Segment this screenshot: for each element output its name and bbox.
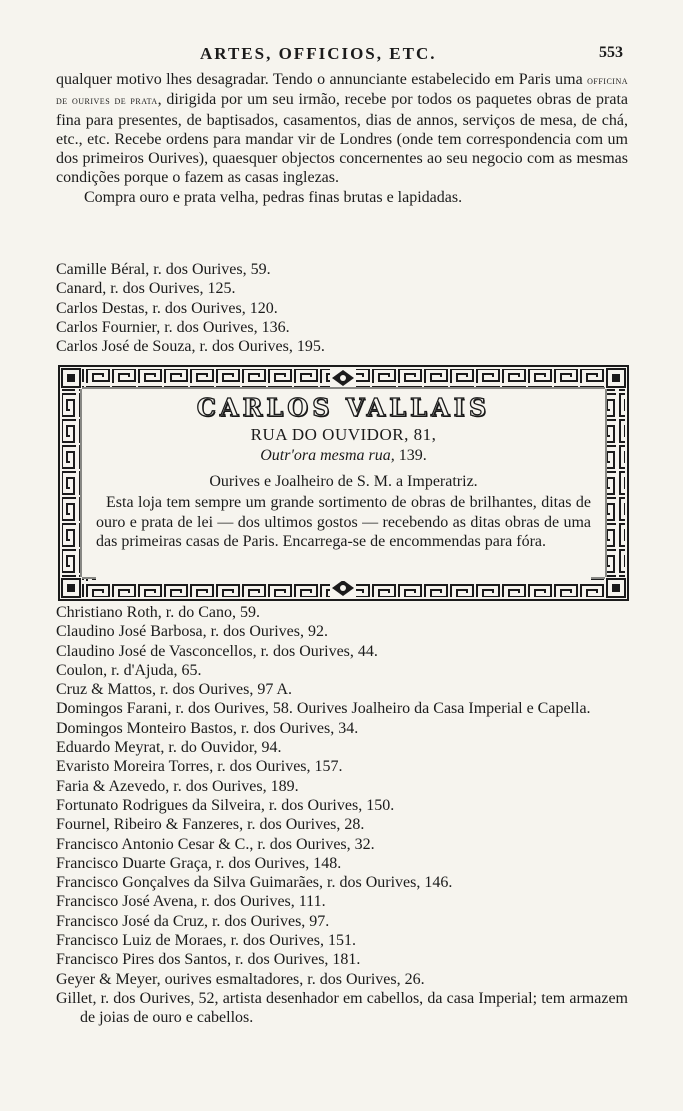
list-item: Carlos Destas, r. dos Ourives, 120. xyxy=(56,299,278,317)
list-item: Carlos José de Souza, r. dos Ourives, 195. xyxy=(56,338,325,356)
running-title: ARTES, OFFICIOS, ETC. xyxy=(200,44,437,63)
purchase-line: Compra ouro e prata velha, pedras finas brutas e lapidadas. xyxy=(84,188,463,206)
advertiser-role: Ourives e Joalheiro de S. M. a Imperatriz. xyxy=(209,473,478,490)
list-item: Francisco Gonçalves da Silva Guimarães, r. dos Ourives, 146. xyxy=(56,874,453,892)
intro-text xyxy=(56,70,628,207)
entries-list-b xyxy=(56,603,628,1028)
list-item: Evaristo Moreira Torres, r. dos Ourives, 157. xyxy=(56,758,343,776)
entries-list-a xyxy=(56,260,628,356)
list-item: Fournel, Ribeiro & Fanzeres, r. dos Ourives, 28. xyxy=(56,816,365,834)
intro-part-2: , dirigida por um seu irmão, recebe por todos os paquetes obras de prata fina para presentes, de baptisados, casamentos, dias de annos, serviços de mesa, de chá, etc., etc. Recebe ordens para mandar vir de Londres (onde tem correspondencia com um dos primeiros Ourives), quaesquer objectos concernentes ao seu negocio com as mesmas condições porque o fazem as casas inglezas. xyxy=(56,91,628,187)
list-item: Camille Béral, r. dos Ourives, 59. xyxy=(56,261,271,278)
list-item: Francisco Antonio Cesar & C., r. dos Ourives, 32. xyxy=(56,835,375,853)
list-item: Coulon, r. d'Ajuda, 65. xyxy=(56,661,202,679)
list-item: Fortunato Rodrigues da Silveira, r. dos Ourives, 150. xyxy=(56,796,395,814)
advertiser-name: CARLOS VALLAIS xyxy=(196,393,491,422)
list-item: Domingos Monteiro Bastos, r. dos Ourives, 34. xyxy=(56,719,359,737)
list-item: Cruz & Mattos, r. dos Ourives, 97 A. xyxy=(56,681,292,699)
list-item: Francisco Luiz de Moraes, r. dos Ourives, 151. xyxy=(56,932,356,950)
advertiser-address: RUA DO OUVIDOR, 81, xyxy=(250,425,437,444)
list-item: Francisco José Avena, r. dos Ourives, 111. xyxy=(56,893,326,911)
advertisement-body: Esta loja tem sempre um grande sortimento de obras de brilhantes, ditas de ouro e prata de lei — dos ultimos gostos — recebendo as ditas obras de uma das primeiras casas de Paris. Encarrega-se de encommendas para fóra. xyxy=(96,494,591,550)
list-item: Francisco Pires dos Santos, r. dos Ourives, 181. xyxy=(56,951,361,969)
list-item: Geyer & Meyer, ourives esmaltadores, r. dos Ourives, 26. xyxy=(56,970,425,988)
list-item: Claudino José de Vasconcellos, r. dos Ourives, 44. xyxy=(56,642,378,660)
list-item: Francisco José da Cruz, r. dos Ourives, 97. xyxy=(56,912,330,930)
list-item: Claudino José Barbosa, r. dos Ourives, 92. xyxy=(56,623,328,641)
list-item: Faria & Azevedo, r. dos Ourives, 189. xyxy=(56,777,299,795)
list-item: Gillet, r. dos Ourives, 52, artista desenhador em cabellos, da casa Imperial; tem armazem de joias de ouro e cabellos. xyxy=(56,989,628,1027)
list-item: Francisco Duarte Graça, r. dos Ourives, 148. xyxy=(56,854,342,872)
list-item: Christiano Roth, r. do Cano, 59. xyxy=(56,604,260,621)
advertisement-content xyxy=(96,389,591,581)
page-header xyxy=(60,44,625,68)
former-address-label: Outr'ora mesma rua, xyxy=(260,447,395,464)
advertisement-box xyxy=(58,365,629,601)
list-item: Carlos Fournier, r. dos Ourives, 136. xyxy=(56,318,290,336)
list-item: Domingos Farani, r. dos Ourives, 58. Ourives Joalheiro da Casa Imperial e Capella. xyxy=(56,700,591,718)
list-item: Canard, r. dos Ourives, 125. xyxy=(56,280,236,298)
intro-paragraph xyxy=(56,70,628,188)
workshop-name: officina de ourives de prata xyxy=(56,73,629,108)
intro-part-1: qualquer motivo lhes desagradar. Tendo o annunciante estabelecido em Paris uma xyxy=(56,71,583,88)
former-address-number: 139. xyxy=(398,447,427,464)
former-address xyxy=(96,447,591,465)
page-number: 553 xyxy=(599,44,623,61)
list-item: Eduardo Meyrat, r. do Ouvidor, 94. xyxy=(56,739,282,757)
